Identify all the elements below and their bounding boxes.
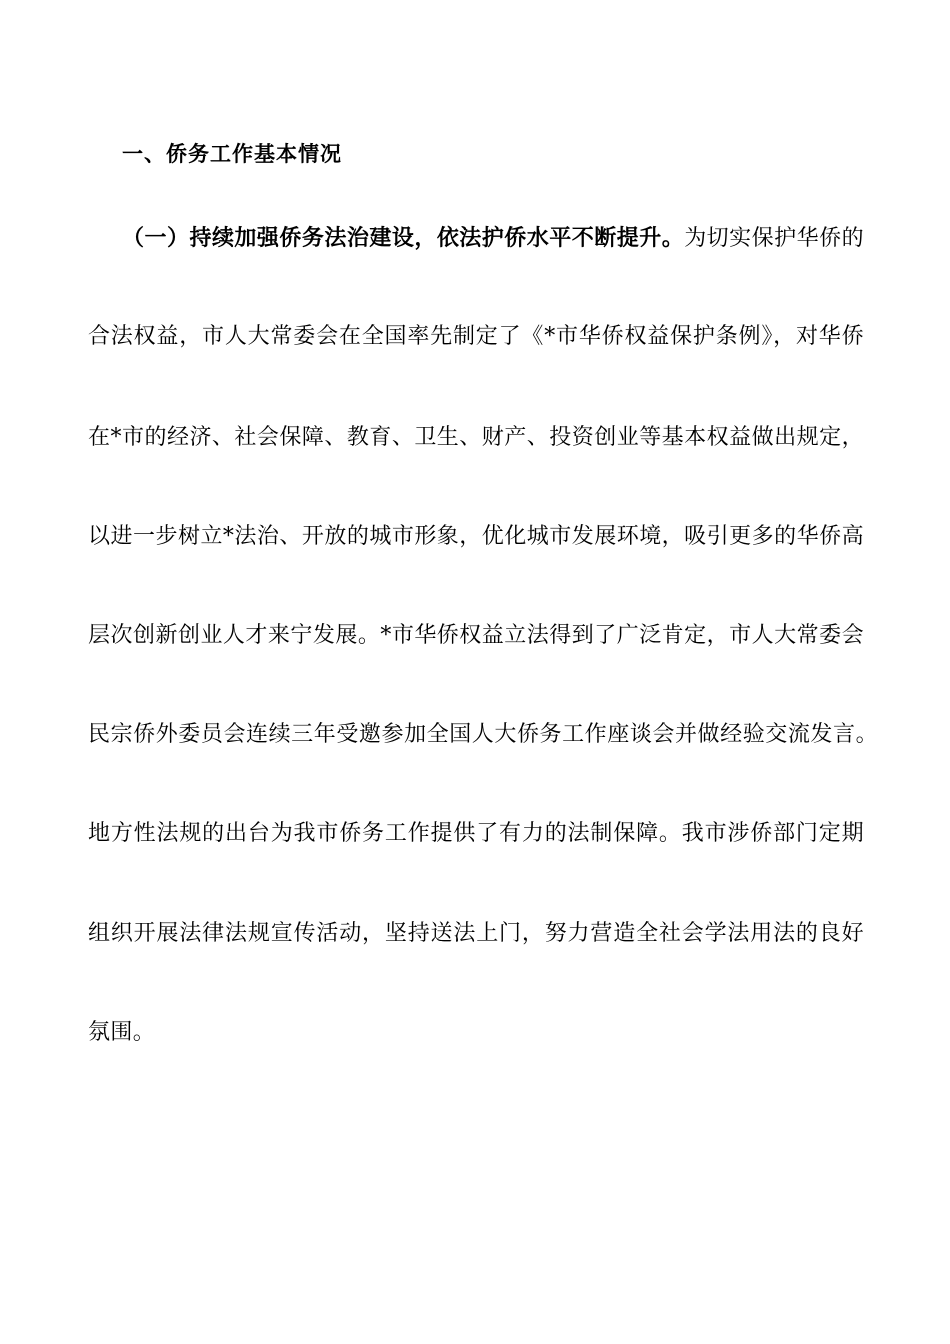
paragraph-lead-bold: （一）持续加强侨务法治建设，依法护侨水平不断提升。 (122, 226, 685, 251)
paragraph-line-7: 地方性法规的出台为我市侨务工作提供了有力的法制保障。我市涉侨部门定期 (88, 821, 864, 846)
paragraph-line-4: 以进一步树立*法治、开放的城市形象，优化城市发展环境，吸引更多的华侨高 (88, 524, 864, 549)
paragraph-line-3: 在*市的经济、社会保障、教育、卫生、财产、投资创业等基本权益做出规定， (88, 425, 864, 450)
paragraph-line-8: 组织开展法律法规宣传活动，坚持送法上门，努力营造全社会学法用法的良好 (88, 921, 864, 946)
paragraph-line-1 (122, 224, 864, 254)
paragraph-line-6: 民宗侨外委员会连续三年受邀参加全国人大侨务工作座谈会并做经验交流发言。 (88, 722, 878, 747)
paragraph-line-5: 层次创新创业人才来宁发展。*市华侨权益立法得到了广泛肯定，市人大常委会 (88, 623, 864, 648)
section-heading: 一、侨务工作基本情况 (122, 142, 342, 166)
paragraph-line-9: 氛围。 (88, 1020, 156, 1045)
paragraph-line-1-text: 为切实保护华侨的 (684, 226, 864, 251)
paragraph-line-2: 合法权益，市人大常委会在全国率先制定了《*市华侨权益保护条例》，对华侨 (88, 324, 864, 349)
